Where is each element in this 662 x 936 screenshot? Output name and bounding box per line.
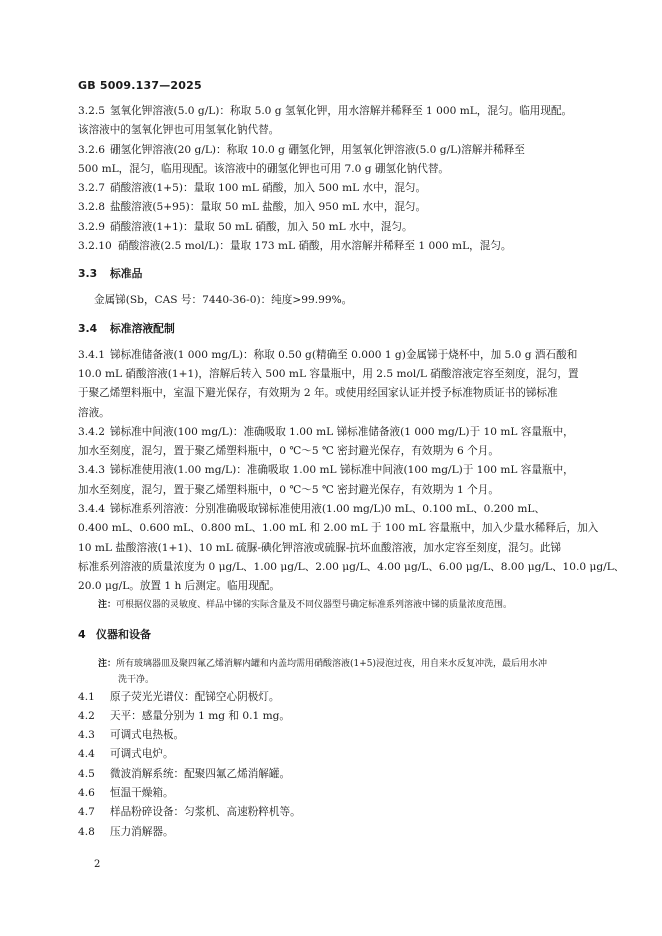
note [78, 597, 582, 613]
standard-number-header: GB 5009.137—2025 [78, 79, 202, 92]
clause-text: 天平：感量分别为 1 mg 和 0.1 mg。 [110, 709, 291, 722]
clause-text: 恒温干燥箱。 [110, 787, 174, 800]
clause-continuation: 10.0 mL 硝酸溶液(1+1)，溶解后转入 500 mL 容量瓶中，用 2.5 mol/L 硝酸溶液定容至刻度，混匀，置 [78, 367, 579, 380]
clause-line [78, 102, 582, 121]
chapter-title: 仪器和设备 [96, 627, 151, 641]
note-label: 注： [98, 599, 117, 610]
clause-text: 压力消解器。 [110, 825, 174, 838]
section-title: 标准溶液配制 [110, 321, 175, 335]
note-label: 注： [98, 658, 117, 669]
spacer [78, 338, 582, 346]
clause-continuation: 该溶液中的氢氧化钾也可用氢氧化钠代替。 [78, 124, 280, 137]
clause-line [78, 346, 582, 365]
clause-text: 可调式电炉。 [110, 748, 174, 761]
clause-number: 4.7 [78, 806, 95, 819]
paragraph: 金属锑(Sb，CAS 号：7440-36-0)：纯度>99.99%。 [94, 294, 353, 307]
clause-line [78, 198, 582, 217]
page-number: 2 [94, 859, 101, 870]
clause-text: 锑标准使用液(1.00 mg/L)：准确吸取 1.00 mL 锑标准中间液(100 mg/L)于 100 mL 容量瓶中， [110, 464, 574, 477]
section-title: 标准品 [110, 267, 143, 281]
clause-continuation: 500 mL，混匀，临用现配。该溶液中的硼氢化钾也可用 7.0 g 硼氢化钠代替。 [78, 162, 450, 175]
clause-continuation: 于聚乙烯塑料瓶中，室温下避光保存，有效期为 2 年。或使用经国家认证并授予标准物质证书的锑标准 [78, 387, 558, 400]
clause-number: 4.3 [78, 729, 95, 742]
clause-number: 3.2.6 [78, 143, 105, 156]
section-number: 3.4 [78, 321, 98, 335]
clause-text: 微波消解系统：配聚四氟乙烯消解罐。 [110, 767, 291, 780]
clause-number: 4.8 [78, 825, 95, 838]
clause-text: 锑标准储备液(1 000 mg/L)：称取 0.50 g(精确至 0.000 1 g)金属锑于烧杯中，加 5.0 g 酒石酸和 [110, 348, 578, 361]
clause-line [78, 423, 582, 442]
clause-line [78, 726, 582, 745]
clause-line [78, 141, 582, 160]
clause-number: 3.2.9 [78, 220, 105, 233]
clause-text: 硼氢化钾溶液(20 g/L)：称取 10.0 g 硼氢化钾，用氢氧化钾溶液(5.0 g/L)溶解并稀释至 [110, 143, 525, 156]
clause-line [78, 461, 582, 480]
clause-number: 3.2.8 [78, 201, 105, 214]
clause-text: 原子荧光光谱仪：配锑空心阴极灯。 [110, 690, 280, 703]
spacer [78, 283, 582, 291]
clause-number: 3.4.1 [78, 348, 105, 361]
clause-line [78, 823, 582, 842]
clause-number: 3.4.2 [78, 425, 105, 438]
spacer [78, 644, 582, 656]
clause-continuation: 溶液。 [78, 406, 110, 419]
chapter-number: 4 [78, 627, 86, 641]
clause-number: 4.1 [78, 690, 95, 703]
clause-number: 4.2 [78, 709, 95, 722]
clause-line [78, 745, 582, 764]
clause-continuation: 20.0 μg/L。放置 1 h 后测定。临用现配。 [78, 580, 281, 593]
clause-line [78, 688, 582, 707]
clause-text: 硝酸溶液(1+5)：量取 100 mL 硝酸，加入 500 mL 水中，混匀。 [110, 182, 427, 195]
clause-number: 3.2.7 [78, 182, 105, 195]
section-number: 3.3 [78, 267, 98, 281]
clause-text: 可调式电热板。 [110, 729, 185, 742]
clause-line [78, 803, 582, 822]
spacer [78, 311, 582, 319]
clause-number: 3.2.10 [78, 240, 112, 253]
clause-text: 氢氧化钾溶液(5.0 g/L)：称取 5.0 g 氢氧化钾，用水溶解并稀释至 1 000 mL，混匀。临用现配。 [110, 105, 573, 117]
spacer [78, 613, 582, 625]
clause-line [78, 218, 582, 237]
note-text: 可根据仪器的灵敏度、样品中锑的实际含量及不同仪器型号确定标准系列溶液中锑的质量浓度范围。 [116, 599, 513, 610]
clause-text: 锑标准系列溶液：分别准确吸取锑标准使用液(1.00 mg/L)0 mL、0.100 mL、0.200 mL、 [110, 503, 546, 516]
spacer [78, 256, 582, 264]
clause-number: 3.2.5 [78, 105, 105, 117]
clause-continuation: 标准系列溶液的质量浓度为 0 μg/L、1.00 μg/L、2.00 μg/L、4.00 μg/L、6.00 μg/L、8.00 μg/L、10.0 μg/L、 [78, 560, 625, 573]
note [78, 656, 582, 672]
clause-text: 锑标准中间液(100 mg/L)：准确吸取 1.00 mL 锑标准储备液(1 000 mg/L)于 10 mL 容量瓶中， [110, 425, 574, 438]
clause-line [78, 179, 582, 198]
clause-continuation: 10 mL 盐酸溶液(1+1)、10 mL 硫脲-碘化钾溶液或硫脲-抗坏血酸溶液，加水定容至刻度，混匀。此锑 [78, 541, 562, 554]
clause-number: 4.6 [78, 787, 95, 800]
clause-continuation: 加水至刻度，混匀，置于聚乙烯塑料瓶中，0 ℃～5 ℃ 密封避光保存，有效期为 1 个月。 [78, 483, 499, 496]
clause-continuation: 0.400 mL、0.600 mL、0.800 mL、1.00 mL 和 2.00 mL 于 100 mL 容量瓶中，加入少量水稀释后，加入 [78, 522, 599, 535]
clause-number: 4.4 [78, 748, 95, 761]
note-continuation: 洗干净。 [118, 674, 155, 685]
clause-number: 3.4.4 [78, 503, 105, 516]
note-text: 所有玻璃器皿及聚四氟乙烯消解内罐和内盖均需用硝酸溶液(1+5)浸泡过夜，用自来水反复冲洗，最后用水冲 [116, 658, 548, 669]
clause-text: 盐酸溶液(5+95)：量取 50 mL 盐酸，加入 950 mL 水中，混匀。 [110, 201, 427, 214]
clause-line [78, 237, 582, 256]
clause-continuation: 加水至刻度，混匀，置于聚乙烯塑料瓶中，0 ℃～5 ℃ 密封避光保存，有效期为 6 个月。 [78, 445, 499, 458]
clause-text: 硝酸溶液(2.5 mol/L)：量取 173 mL 硝酸，用水溶解并稀释至 1 000 mL，混匀。 [118, 240, 512, 253]
clause-number: 4.5 [78, 767, 95, 780]
clause-line [78, 765, 582, 784]
clause-text: 硝酸溶液(1+1)：量取 50 mL 硝酸，加入 50 mL 水中，混匀。 [110, 220, 413, 233]
clause-line [78, 707, 582, 726]
document-body [78, 102, 625, 842]
clause-text: 样品粉碎设备：匀浆机、高速粉粹机等。 [110, 806, 301, 819]
chapter-heading [78, 625, 582, 644]
section-heading [78, 319, 582, 338]
clause-number: 3.4.3 [78, 464, 105, 477]
clause-line [78, 500, 582, 519]
section-heading [78, 264, 582, 283]
clause-line [78, 784, 582, 803]
